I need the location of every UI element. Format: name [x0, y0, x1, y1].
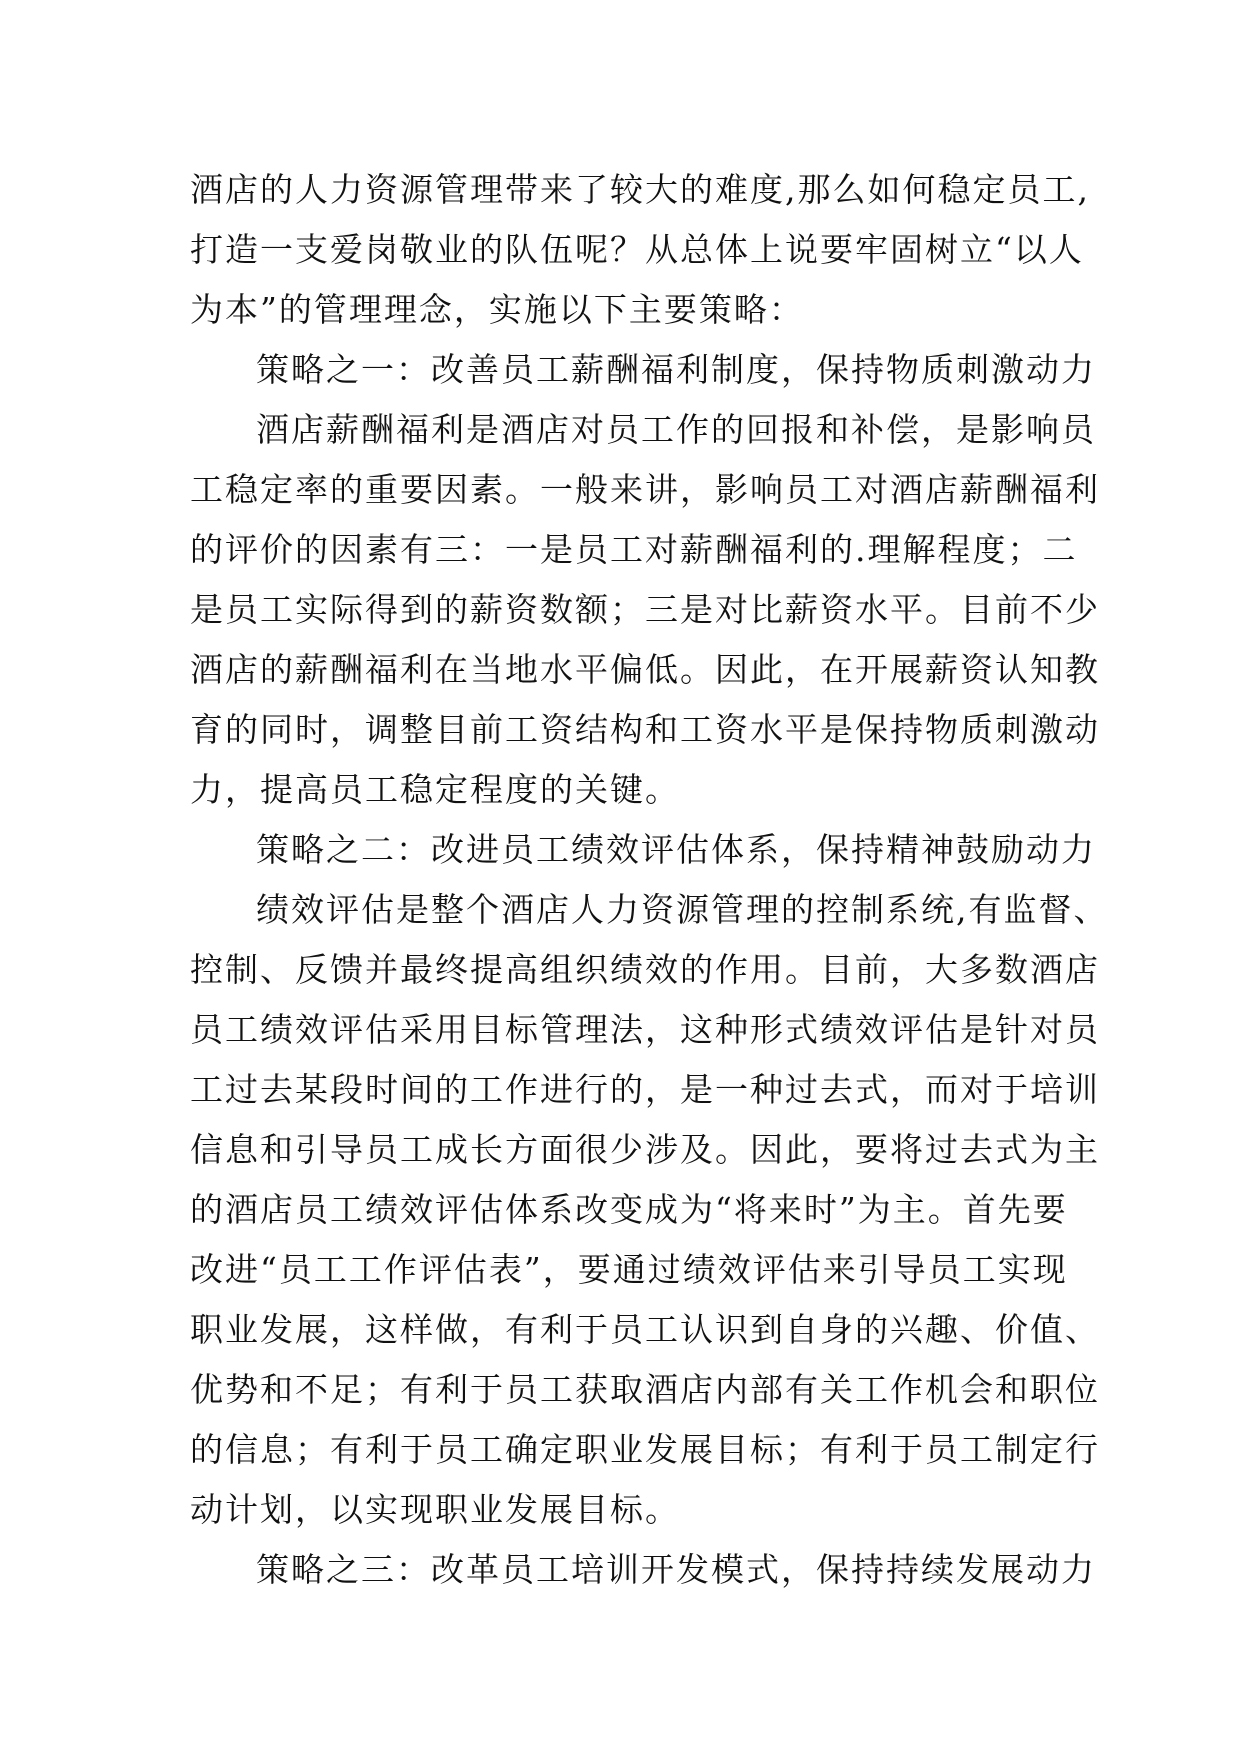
text-line: 的信息；有利于员工确定职业发展目标；有利于员工制定行 — [190, 1430, 1100, 1469]
text-line: 职业发展，这样做，有利于员工认识到自身的兴趣、价值、 — [190, 1310, 1100, 1349]
strategy-heading-1: 策略之一：改善员工薪酬福利制度，保持物质刺激动力 — [256, 350, 1096, 389]
text-line: 的酒店员工绩效评估体系改变成为“将来时”为主。首先要 — [190, 1190, 1068, 1229]
document-body — [190, 160, 1109, 1600]
text-line: 动计划，以实现职业发展目标。 — [190, 1490, 680, 1529]
text-line: 信息和引导员工成长方面很少涉及。因此，要将过去式为主 — [190, 1130, 1100, 1169]
text-line: 酒店的人力资源管理带来了较大的难度,那么如何稳定员工, — [190, 170, 1090, 209]
text-line: 员工绩效评估采用目标管理法，这种形式绩效评估是针对员 — [190, 1010, 1100, 1049]
text-line: 控制、反馈并最终提高组织绩效的作用。目前，大多数酒店 — [190, 950, 1100, 989]
text-line: 育的同时，调整目前工资结构和工资水平是保持物质刺激动 — [190, 710, 1100, 749]
text-line: 的评价的因素有三：一是员工对薪酬福利的.理解程度；二 — [190, 530, 1078, 569]
text-line: 为本”的管理理念，实施以下主要策略： — [190, 290, 804, 329]
text-line: 力，提高员工稳定程度的关键。 — [190, 770, 680, 809]
text-line: 工稳定率的重要因素。一般来讲，影响员工对酒店薪酬福利 — [190, 470, 1100, 509]
text-line: 酒店的薪酬福利在当地水平偏低。因此，在开展薪资认知教 — [190, 650, 1100, 689]
text-line: 工过去某段时间的工作进行的，是一种过去式，而对于培训 — [190, 1070, 1100, 1109]
text-line: 改进“员工工作评估表”，要通过绩效评估来引导员工实现 — [190, 1250, 1068, 1289]
text-line: 优势和不足；有利于员工获取酒店内部有关工作机会和职位 — [190, 1370, 1100, 1409]
text-line: 酒店薪酬福利是酒店对员工作的回报和补偿，是影响员 — [256, 410, 1096, 449]
strategy-heading-2: 策略之二：改进员工绩效评估体系，保持精神鼓励动力 — [256, 830, 1096, 869]
strategy-heading-3: 策略之三：改革员工培训开发模式，保持持续发展动力 — [256, 1550, 1096, 1589]
text-line: 绩效评估是整个酒店人力资源管理的控制系统,有监督、 — [256, 890, 1109, 929]
text-line: 是员工实际得到的薪资数额；三是对比薪资水平。目前不少 — [190, 590, 1100, 629]
text-line: 打造一支爱岗敬业的队伍呢？从总体上说要牢固树立“以人 — [190, 230, 1084, 269]
